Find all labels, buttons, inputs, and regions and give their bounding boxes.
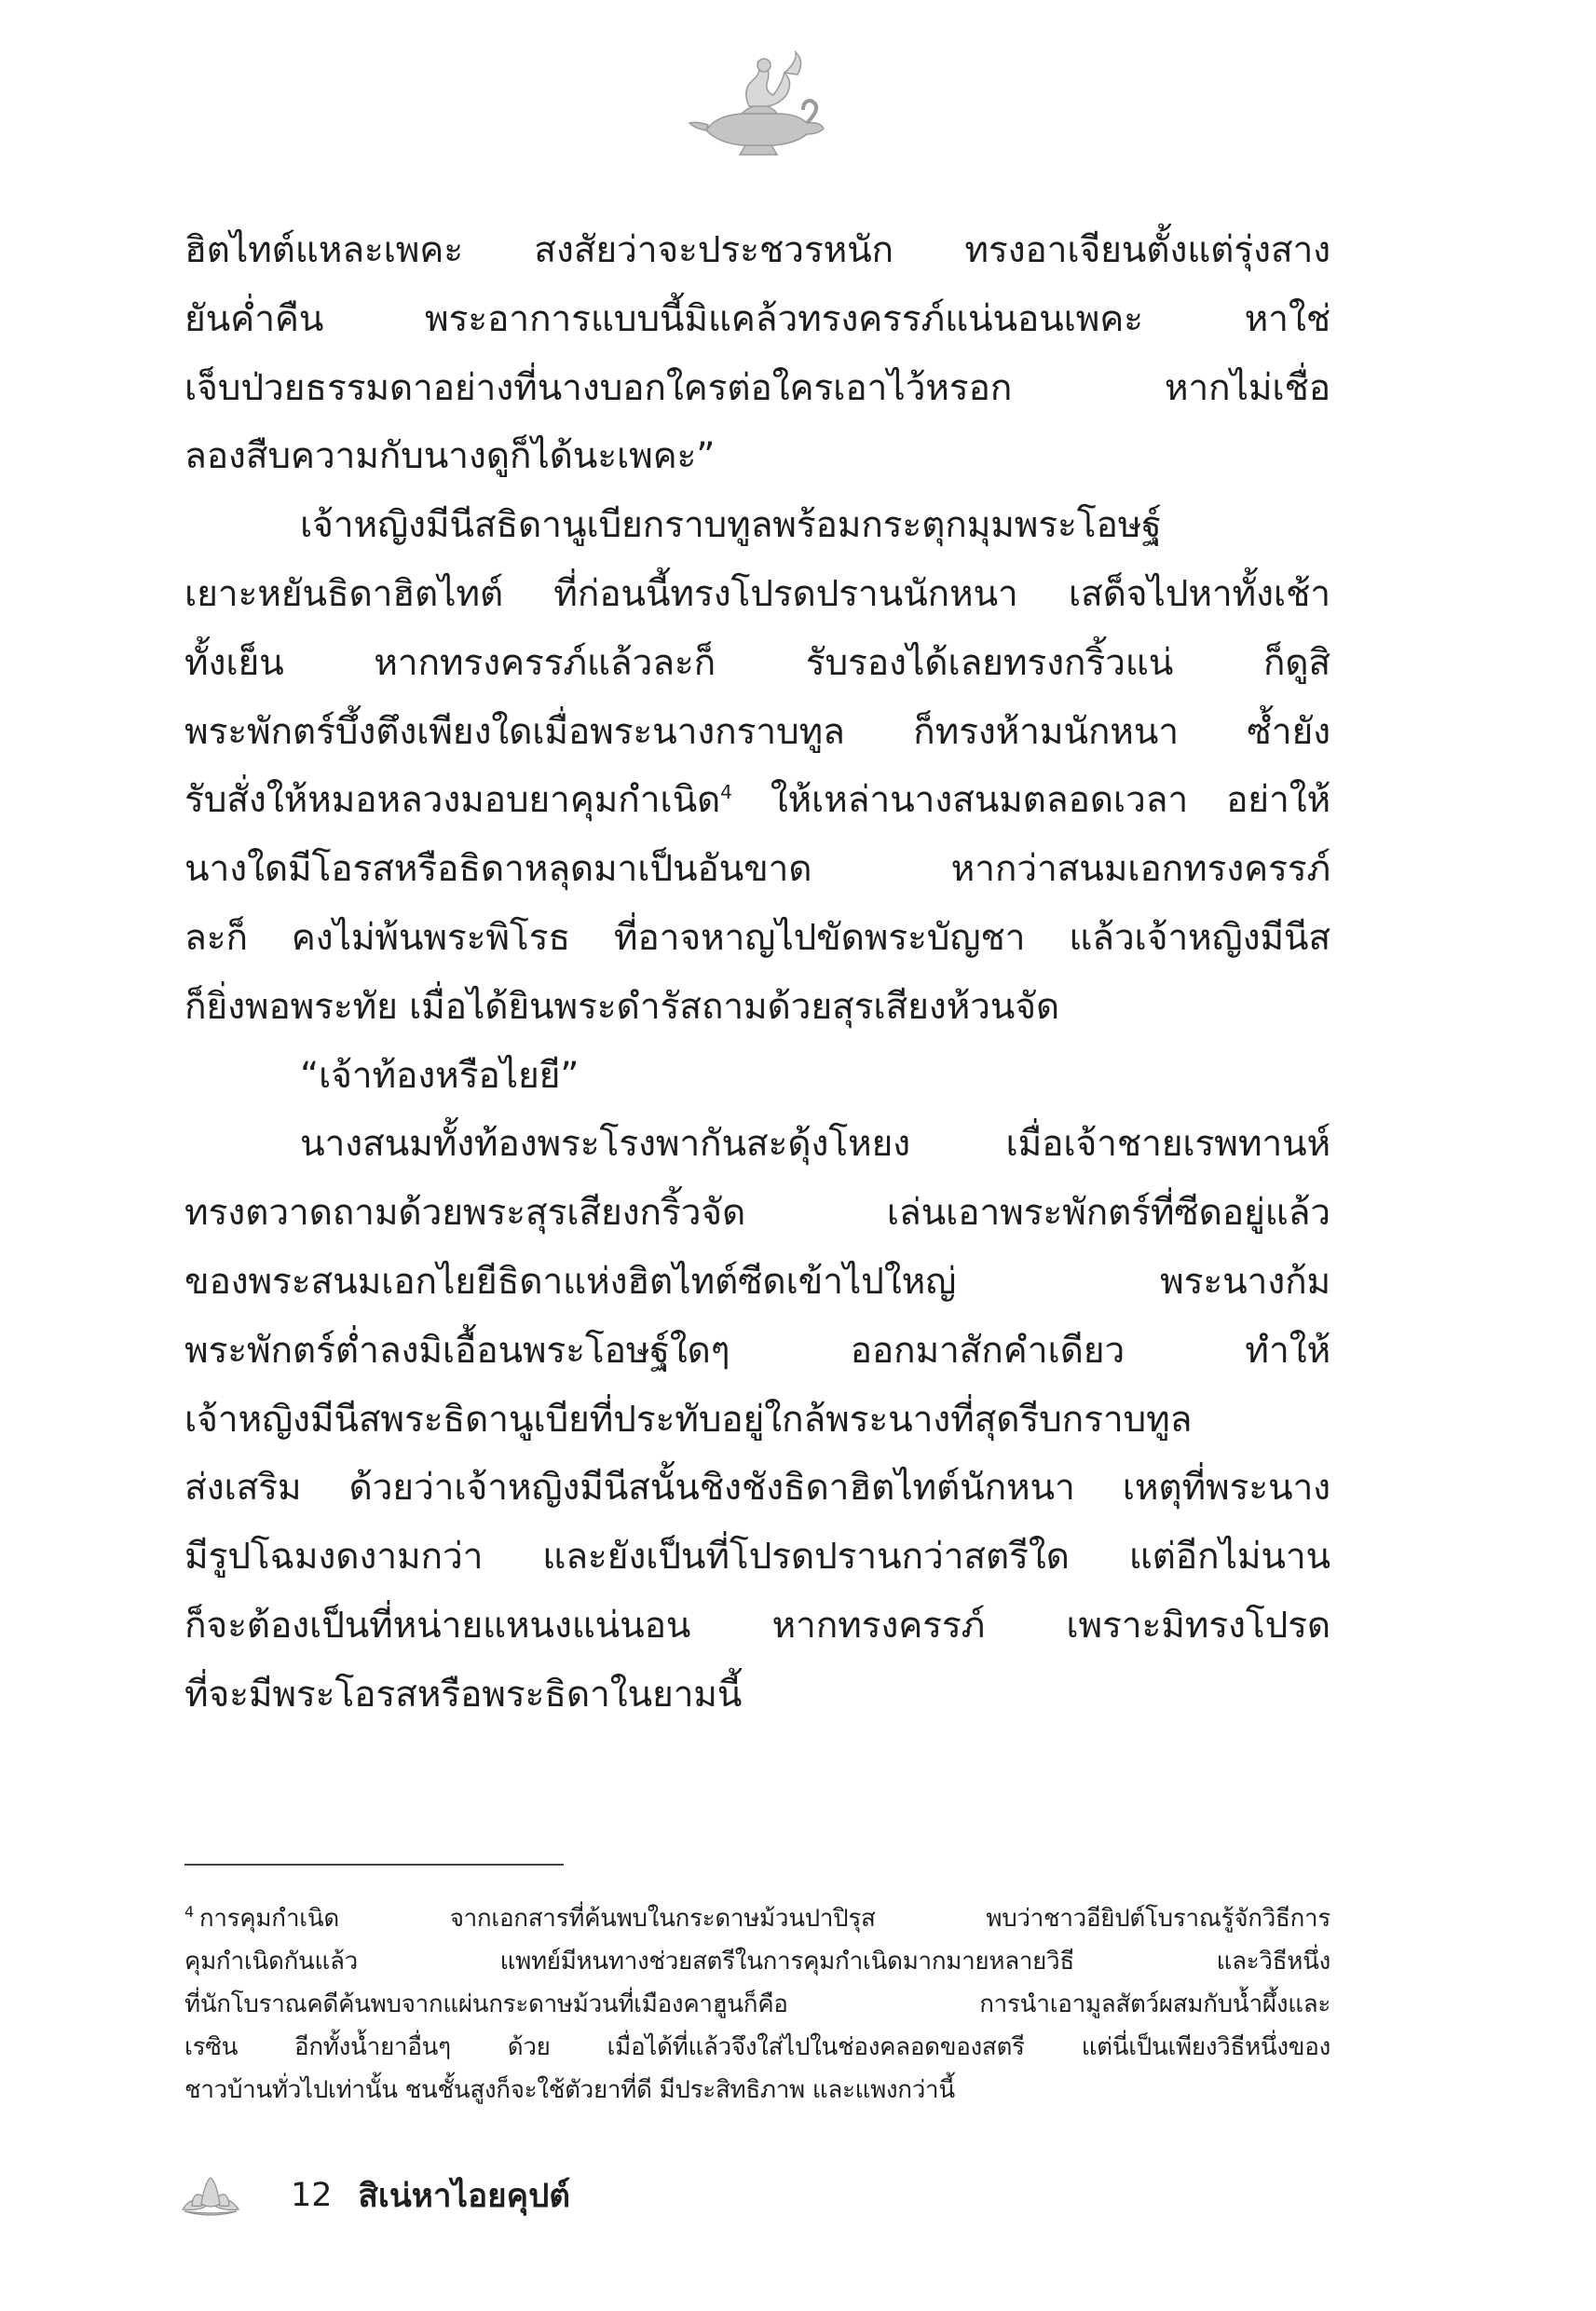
text-line: ส่งเสริม ด้วยว่าเจ้าหญิงมีนีสนั้นชิงชังธิดาฮิตไทต์นักหนา เหตุที่พระนาง — [184, 1467, 1330, 1510]
text-line: พระพักตร์ต่ำลงมิเอื้อนพระโอษฐ์ใดๆ ออกมาสักคำเดียว ทำให้ — [184, 1329, 1330, 1372]
book-title: สิเน่หาไอยคุปต์ — [358, 2177, 571, 2215]
footnote-line — [184, 2069, 1330, 2112]
footnote-text: การคุมกำเนิด จากเอกสารที่ค้นพบในกระดาษม้วนปาปิรุส พบว่าชาวอียิปต์โบราณรู้จักวิธีการ — [198, 1905, 1330, 1933]
page-footer — [179, 2167, 570, 2223]
text-line: ยันค่ำคืน พระอาการแบบนี้มิแคล้วทรงครรภ์แน่นอนเพคะ หาใช่ — [184, 297, 1330, 340]
text-line: ที่จะมีพระโอรสหรือพระธิดาในยามนี้ — [184, 1673, 743, 1716]
text-line: ของพระสนมเอกไยยีธิดาแห่งฮิตไทต์ซีดเข้าไปใหญ่ พระนางก้ม — [184, 1260, 1330, 1303]
footnote — [184, 1897, 1330, 2112]
genie-lamp-icon — [688, 48, 827, 160]
footnote-text: คุมกำเนิดกันแล้ว แพทย์มีหนทางช่วยสตรีในการคุมกำเนิดมากมายหลายวิธี และวิธีหนึ่ง — [184, 1948, 1330, 1976]
text-line: ก็ยิ่งพอพระทัย เมื่อได้ยินพระดำรัสถามด้วยสุรเสียงห้วนจัด — [184, 985, 1060, 1028]
footnote-reference[interactable]: 4 — [720, 781, 732, 804]
footnote-text: เรซิน อีกทั้งน้ำยาอื่นๆ ด้วย เมื่อได้ที่แล้วจึงใส่ไปในช่องคลอดของสตรี แต่นี่เป็นเพียงวิธีหนึ่งของ — [184, 2033, 1330, 2061]
footnote-line — [184, 1897, 1330, 1940]
lotus-icon — [179, 2174, 242, 2217]
text-line: นางสนมทั้งท้องพระโรงพากันสะดุ้งโหยง เมื่อเจ้าชายเรพทานห์ — [300, 1123, 1330, 1166]
text-line: มีรูปโฉมงดงามกว่า และยังเป็นที่โปรดปรานกว่าสตรีใด แต่อีกไม่นาน — [184, 1536, 1330, 1579]
text-line: รับสั่งให้หมอหลวงมอบยาคุมกำเนิด$^4$ ให้เหล่านางสนมตลอดเวลา อย่าให้ — [184, 779, 1330, 822]
footnote-text: ที่นักโบราณคดีค้นพบจากแผ่นกระดาษม้วนที่เมืองคาฮูนก็คือ การนำเอามูลสัตว์ผสมกับน้ำผึ้งและ — [184, 1990, 1330, 2018]
text-line: “เจ้าท้องหรือไยยี” — [300, 1054, 580, 1097]
footnote-text: ชาวบ้านทั่วไปเท่านั้น ชนชั้นสูงก็จะใช้ตัวยาที่ดี มีประสิทธิภาพ และแพงกว่านี้ — [184, 2076, 955, 2104]
text-line: นางใดมีโอรสหรือธิดาหลุดมาเป็นอันขาด หากว่าสนมเอกทรงครรภ์ — [184, 848, 1330, 891]
text-line: เจ้าหญิงมีนีสพระธิดานูเบียที่ประทับอยู่ใกล้พระนางที่สุดรีบกราบทูล — [184, 1398, 1193, 1441]
text-line: ละก็ คงไม่พ้นพระพิโรธ ที่อาจหาญไปขัดพระบัญชา แล้วเจ้าหญิงมีนีส — [184, 916, 1330, 959]
footnote-line — [184, 2026, 1330, 2069]
footnote-divider — [184, 1864, 564, 1866]
text-line: ก็จะต้องเป็นที่หน่ายแหนงแน่นอน หากทรงครรภ์ เพราะมิทรงโปรด — [184, 1604, 1330, 1647]
page-number: 12 — [291, 2177, 333, 2214]
text-line: เจ้าหญิงมีนีสธิดานูเบียกราบทูลพร้อมกระตุกมุมพระโอษฐ์ — [300, 504, 1162, 547]
text-line: ลองสืบความกับนางดูก็ได้นะเพคะ” — [184, 435, 716, 478]
text-line: เจ็บป่วยธรรมดาอย่างที่นางบอกใครต่อใครเอาไว้หรอก หากไม่เชื่อ — [184, 366, 1330, 409]
text-line: ทรงตวาดถามด้วยพระสุรเสียงกริ้วจัด เล่นเอาพระพักตร์ที่ซีดอยู่แล้ว — [184, 1192, 1330, 1235]
footnote-line — [184, 1983, 1330, 2026]
text-line: เยาะหยันธิดาฮิตไทต์ ที่ก่อนนี้ทรงโปรดปรานนักหนา เสด็จไปหาทั้งเช้า — [184, 572, 1330, 615]
text-line: ทั้งเย็น หากทรงครรภ์แล้วละก็ รับรองได้เลยทรงกริ้วแน่ ก็ดูสิ — [184, 641, 1330, 684]
body-text — [184, 216, 1330, 1730]
text-line: ฮิตไทต์แหละเพคะ สงสัยว่าจะประชวรหนัก ทรงอาเจียนตั้งแต่รุ่งสาง — [184, 229, 1330, 271]
text-line: พระพักตร์บึ้งตึงเพียงใดเมื่อพระนางกราบทูล ก็ทรงห้ามนักหนา ซ้ำยัง — [184, 710, 1330, 753]
footnote-marker: 4 — [184, 1903, 194, 1921]
footnote-line — [184, 1940, 1330, 1983]
